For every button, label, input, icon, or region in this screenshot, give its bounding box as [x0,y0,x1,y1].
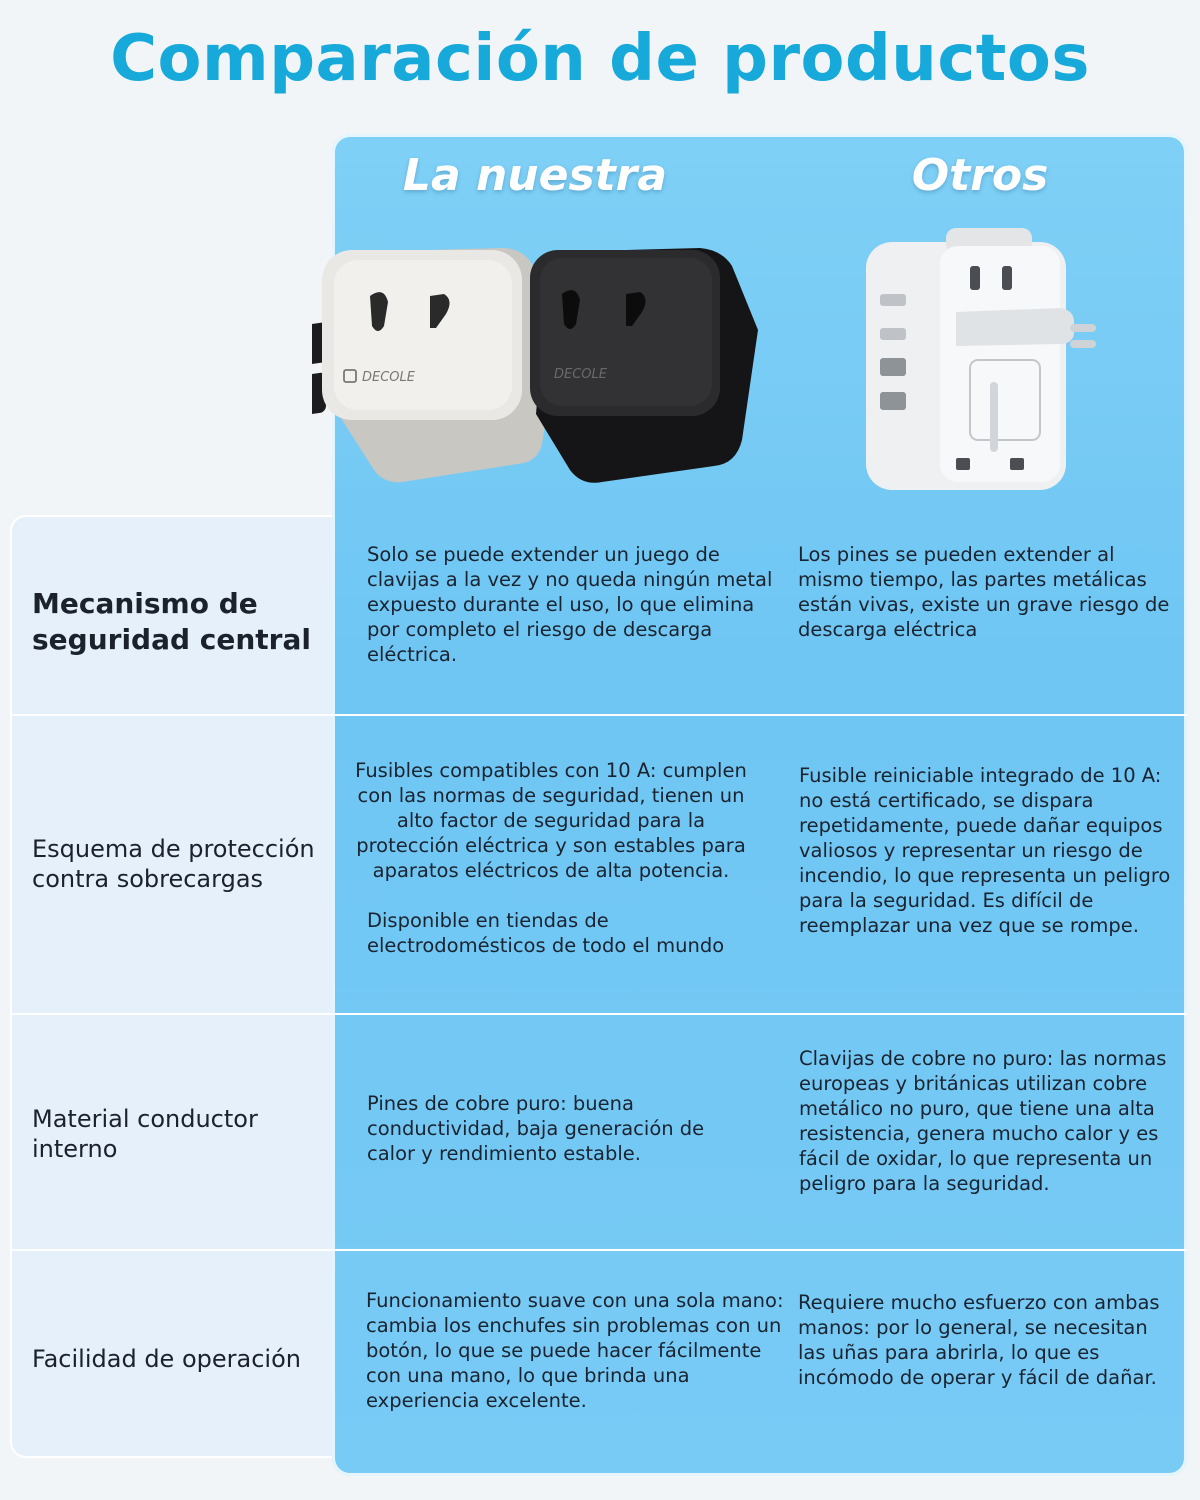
row-divider [10,1013,1187,1015]
column-header-others: Otros [911,150,1049,201]
row-2-others-cell: Fusible reiniciable integrado de 10 A: no está certificado, se dispara repetidamente, puede dañar equipos valiosos y representar un riesgo de incendio, lo que representa un peligro para la seguridad. Es difícil de reemplazar una vez que se rompe. [799,764,1171,937]
row-4-others-cell: Requiere mucho esfuerzo con ambas manos: por lo general, se necesitan las uñas para abrirla, lo que es incómodo de operar y fácil de dañar. [798,1291,1160,1389]
row-4-ours-cell: Funcionamiento suave con una sola mano: cambia los enchufes sin problemas con un botón, lo que se puede hacer fácilmente con una mano, lo que brinda una experiencia excelente. [366,1289,784,1412]
row-3-others-cell: Clavijas de cobre no puro: las normas europeas y británicas utilizan cobre metálico no puro, que tiene una alta resistencia, genera mucho calor y es fácil de oxidar, lo que representa un peligro para la seguridad. [799,1047,1167,1195]
row-label-conductor-material: Material conductor interno [32,1105,258,1163]
row-label-ease-of-use: Facilidad de operación [32,1345,301,1373]
column-header-ours: La nuestra [402,150,668,201]
row-divider [10,714,1187,716]
brand-logo-text: DECOLE [362,370,415,385]
row-label-overload-protection: Esquema de protección contra sobrecargas [32,835,315,893]
row-1-ours-cell: Solo se puede extender un juego de clavijas a la vez y no queda ningún metal expuesto durante el uso, lo que elimina por completo el riesgo de descarga eléctrica. [367,543,773,666]
row-label-safety-mechanism: Mecanismo de seguridad central [32,587,311,656]
row-2-ours-cell: Fusibles compatibles con 10 A: cumplen con las normas de seguridad, tienen un alto factor de seguridad para la protección eléctrica y son estables para aparatos eléctricos de alta potencia. [355,759,747,882]
row-3-ours-cell: Pines de cobre puro: buena conductividad, baja generación de calor y rendimiento estable. [367,1092,705,1165]
row-1-others-cell: Los pines se pueden extender al mismo tiempo, las partes metálicas están vivas, existe un grave riesgo de descarga eléctrica [798,543,1170,641]
brand-logo-text-dark: DECOLE [554,367,607,382]
black-plug-adapter-image [510,244,760,484]
page-title: Comparación de productos [110,22,1090,96]
competitor-adapter-image [860,222,1100,494]
row-divider [10,1249,1187,1251]
row-2-ours-extra-cell: Disponible en tiendas de electrodomésticos de todo el mundo [367,909,725,957]
